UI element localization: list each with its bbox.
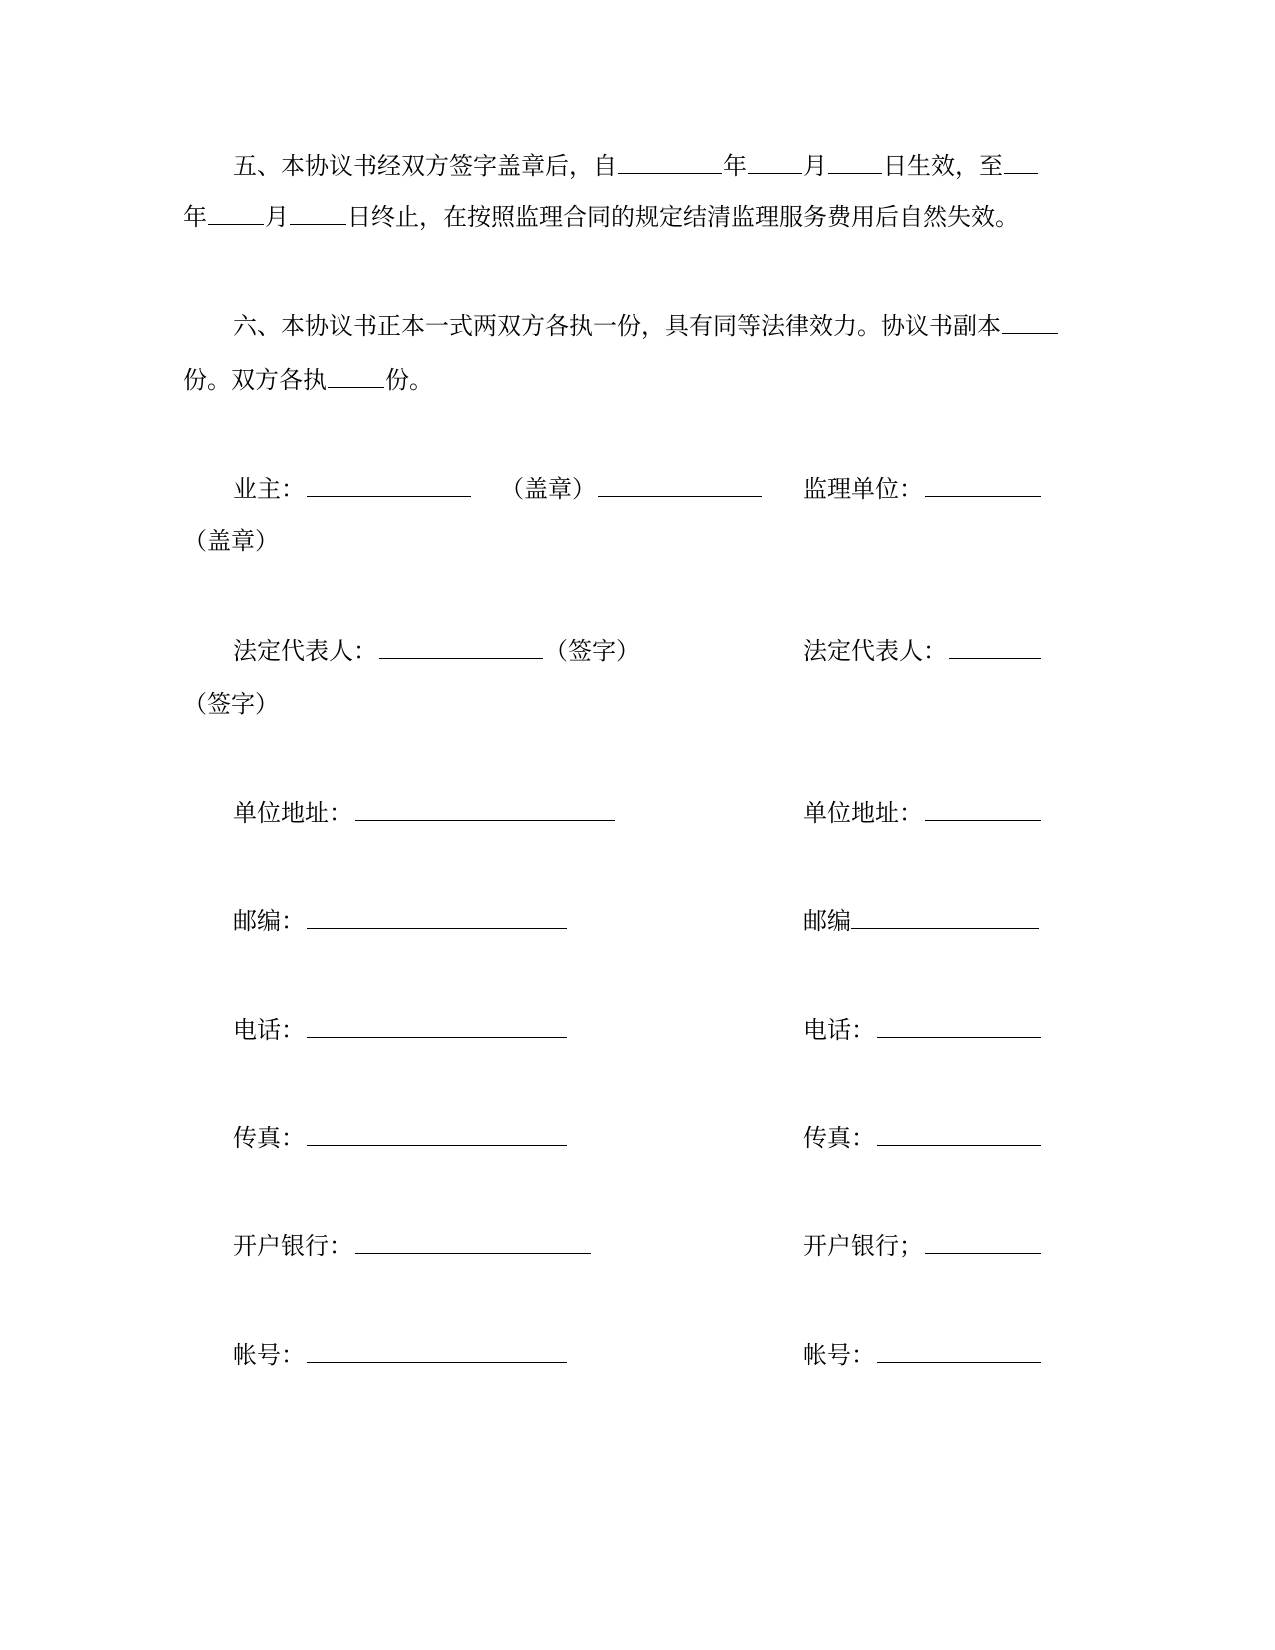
supervisor-seal bbox=[183, 521, 279, 561]
right-fax-field bbox=[803, 1117, 1042, 1158]
right-fax-label: 传真： bbox=[803, 1124, 875, 1152]
right-bank-label: 开户银行； bbox=[803, 1232, 923, 1260]
right-address-label: 单位地址： bbox=[803, 799, 923, 827]
right-address-blank bbox=[925, 792, 1041, 821]
right-account-label: 帐号： bbox=[803, 1341, 875, 1369]
start-month-blank bbox=[748, 145, 802, 174]
supervisor-field bbox=[803, 468, 1042, 509]
clause-6-end: 份。 bbox=[385, 366, 433, 394]
end-year-blank bbox=[1004, 145, 1038, 174]
start-year-blank bbox=[618, 145, 722, 174]
termination-text: 日终止，在按照监理合同的规定结清监理服务费用后自然失效。 bbox=[347, 203, 1019, 231]
right-postcode-label: 邮编 bbox=[803, 907, 851, 935]
clause-5-line-2 bbox=[183, 196, 1083, 237]
month-label: 月 bbox=[803, 152, 827, 180]
owner-field bbox=[233, 468, 472, 509]
owner-label: 业主： bbox=[233, 475, 305, 503]
right-account-blank bbox=[877, 1334, 1041, 1363]
right-postcode-blank bbox=[851, 900, 1039, 929]
left-bank-field bbox=[233, 1225, 592, 1266]
legal-rep-right-field bbox=[803, 630, 1042, 671]
effect-label: 日生效，至 bbox=[883, 152, 1003, 180]
right-postcode-field bbox=[803, 900, 1040, 941]
clause-5-line-1 bbox=[233, 145, 1133, 186]
end-month-blank bbox=[208, 196, 264, 225]
legal-rep-left-label: 法定代表人： bbox=[233, 637, 377, 665]
left-account-field bbox=[233, 1334, 568, 1375]
clause-6-text-2: 份。双方各执 bbox=[183, 366, 327, 394]
clause-6-text: 六、本协议书正本一式两双方各执一份，具有同等法律效力。协议书副本 bbox=[233, 312, 1001, 340]
right-bank-blank bbox=[925, 1225, 1041, 1254]
left-address-field bbox=[233, 792, 616, 833]
legal-rep-right-label: 法定代表人： bbox=[803, 637, 947, 665]
owner-blank bbox=[307, 468, 471, 497]
start-day-blank bbox=[828, 145, 882, 174]
left-address-label: 单位地址： bbox=[233, 799, 353, 827]
left-account-label: 帐号： bbox=[233, 1341, 305, 1369]
right-phone-blank bbox=[877, 1009, 1041, 1038]
each-copies-blank bbox=[328, 359, 384, 388]
year-label: 年 bbox=[723, 152, 747, 180]
right-sign-label bbox=[183, 684, 279, 724]
right-bank-field bbox=[803, 1225, 1042, 1266]
right-fax-blank bbox=[877, 1117, 1041, 1146]
left-postcode-blank bbox=[307, 900, 567, 929]
sign-label-2: （签字） bbox=[183, 690, 279, 718]
seal-label: （盖章） bbox=[500, 475, 596, 503]
left-fax-label: 传真： bbox=[233, 1124, 305, 1152]
left-phone-blank bbox=[307, 1009, 567, 1038]
right-phone-label: 电话： bbox=[803, 1016, 875, 1044]
sign-label: （签字） bbox=[544, 637, 640, 665]
right-phone-field bbox=[803, 1009, 1042, 1050]
clause-5-text: 五、本协议书经双方签字盖章后，自 bbox=[233, 152, 617, 180]
left-address-blank bbox=[355, 792, 615, 821]
left-fax-field bbox=[233, 1117, 568, 1158]
year-label-2: 年 bbox=[183, 203, 207, 231]
owner-seal-field bbox=[500, 468, 763, 509]
left-phone-label: 电话： bbox=[233, 1016, 305, 1044]
left-postcode-label: 邮编： bbox=[233, 907, 305, 935]
owner-seal-blank bbox=[598, 468, 762, 497]
right-account-field bbox=[803, 1334, 1042, 1375]
left-fax-blank bbox=[307, 1117, 567, 1146]
right-address-field bbox=[803, 792, 1042, 833]
left-phone-field bbox=[233, 1009, 568, 1050]
left-postcode-field bbox=[233, 900, 568, 941]
supervisor-label: 监理单位： bbox=[803, 475, 923, 503]
seal-label-2: （盖章） bbox=[183, 527, 279, 555]
clause-6-line-2 bbox=[183, 359, 1083, 400]
left-account-blank bbox=[307, 1334, 567, 1363]
legal-rep-left-field bbox=[233, 630, 640, 671]
copies-blank bbox=[1002, 305, 1058, 334]
supervisor-blank bbox=[925, 468, 1041, 497]
legal-rep-left-blank bbox=[379, 630, 543, 659]
left-bank-blank bbox=[355, 1225, 591, 1254]
clause-6-line-1 bbox=[233, 305, 1133, 346]
left-bank-label: 开户银行： bbox=[233, 1232, 353, 1260]
legal-rep-right-blank bbox=[949, 630, 1041, 659]
end-day-blank bbox=[290, 196, 346, 225]
month-label-2: 月 bbox=[265, 203, 289, 231]
